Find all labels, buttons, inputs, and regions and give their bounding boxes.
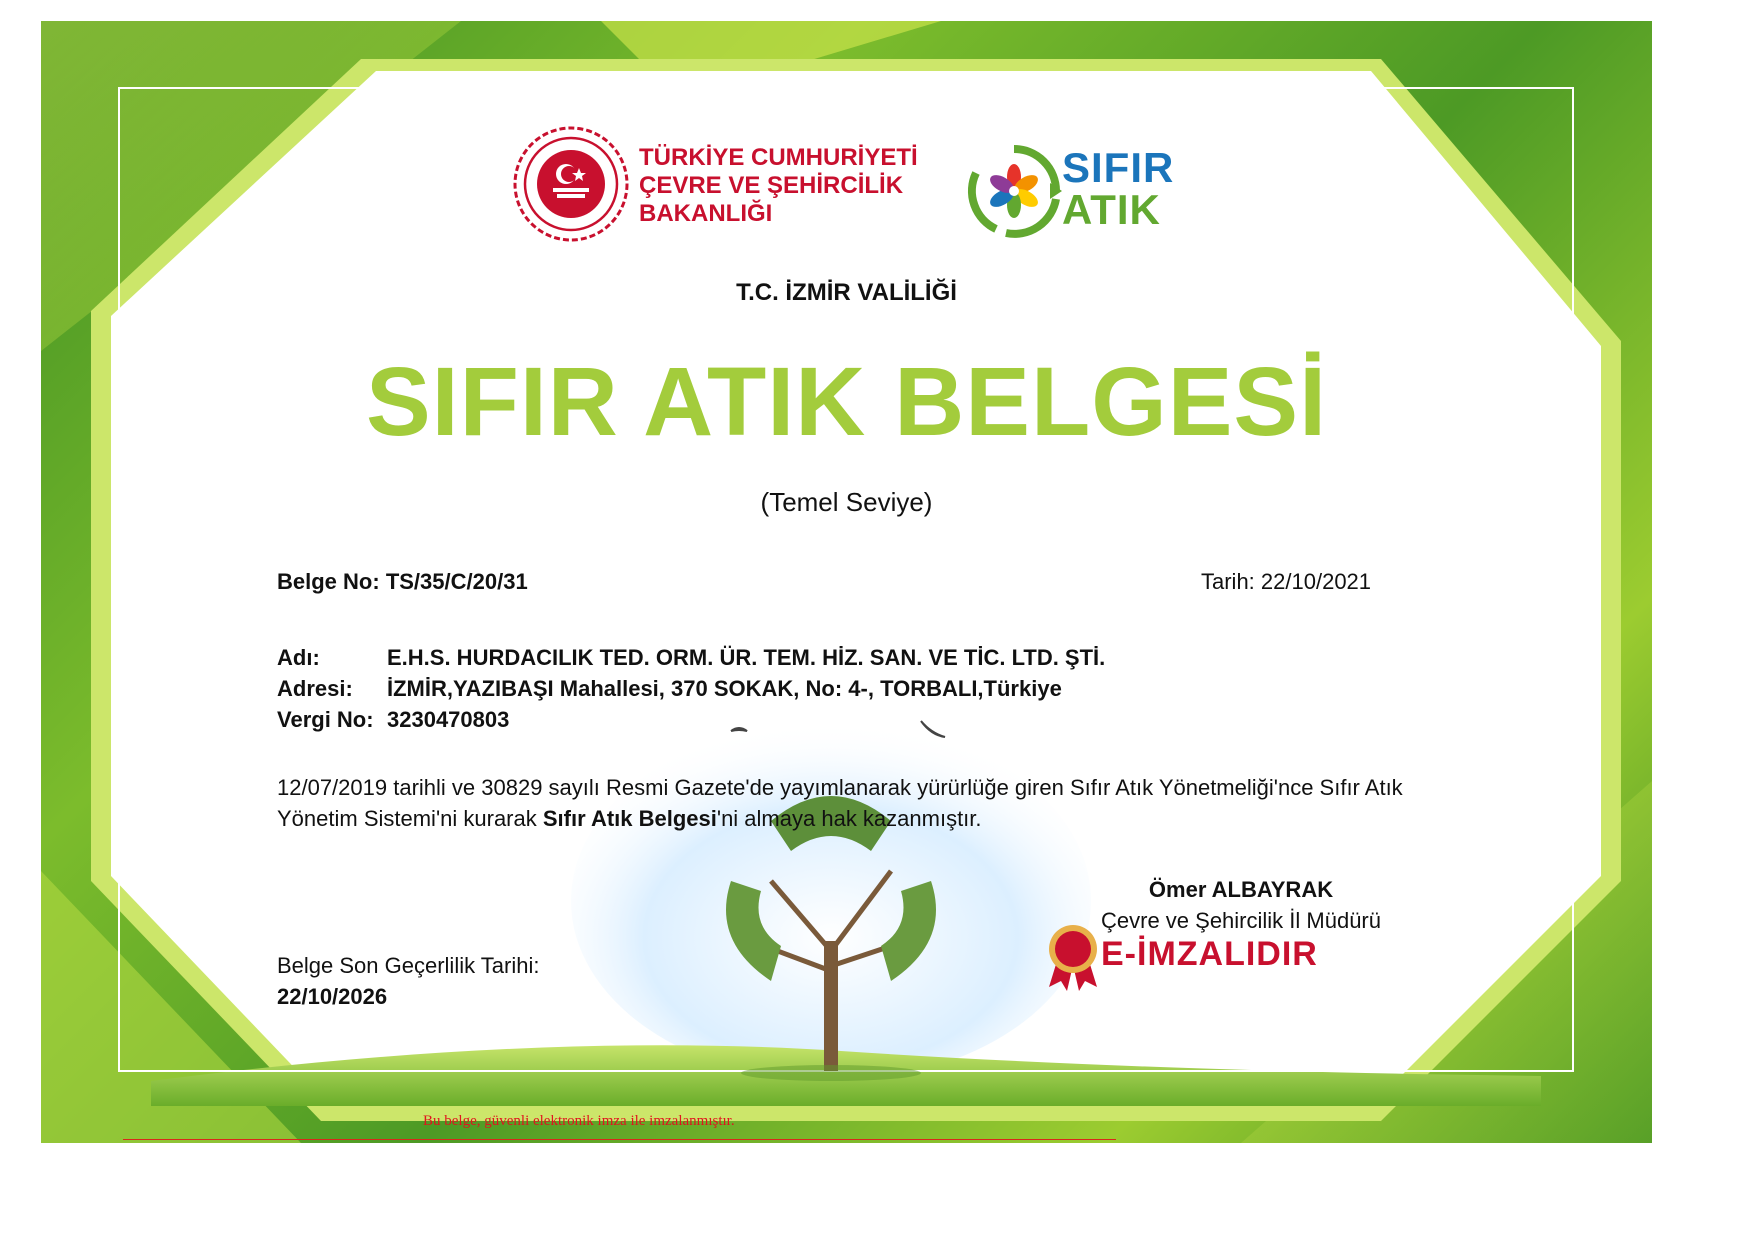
atik-word: ATIK xyxy=(1062,186,1161,233)
footer-divider xyxy=(123,1139,1116,1140)
bird-icon xyxy=(731,728,747,731)
ministry-line-2: ÇEVRE VE ŞEHİRCİLİK xyxy=(639,172,904,199)
certificate xyxy=(41,21,1652,1143)
recycle-tree-illustration xyxy=(621,711,1041,1091)
certificate-level: (Temel Seviye) xyxy=(760,487,933,517)
validity-date: 22/10/2026 xyxy=(277,984,388,1009)
signer-name: Ömer ALBAYRAK xyxy=(1148,877,1334,902)
ministry-line-3: BAKANLIĞI xyxy=(639,200,773,227)
validity-label: Belge Son Geçerlilik Tarihi: xyxy=(277,953,540,978)
e-signature-badge xyxy=(1043,921,1323,991)
issue-date xyxy=(1201,569,1371,595)
certificate-number-value: TS/35/C/20/31 xyxy=(385,569,528,594)
holder-address-value: İZMİR,YAZIBAŞI Mahallesi, 370 SOKAK, No: 4-, TORBALI,Türkiye xyxy=(387,676,1062,701)
ministry-name xyxy=(639,144,918,228)
statement-highlight: Sıfır Atık Belgesi xyxy=(542,806,717,831)
bird-icon xyxy=(921,721,945,737)
holder-tax-row xyxy=(277,707,509,733)
sifir-atik-logo xyxy=(966,139,1196,249)
holder-name-row xyxy=(277,645,1105,671)
certificate-statement xyxy=(277,772,1477,834)
certificate-number-label: Belge No: xyxy=(277,569,380,594)
recycle-flower-icon xyxy=(966,143,1062,239)
e-signature-footer-note: Bu belge, güvenli elektronik imza ile imzalanmıştır. xyxy=(423,1113,735,1129)
certificate-title: SIFIR ATIK BELGESİ xyxy=(365,347,1328,456)
issue-date-value: 22/10/2021 xyxy=(1260,569,1372,594)
ministry-logo xyxy=(511,124,921,254)
certificate-number xyxy=(277,569,528,595)
seal-ribbon-icon xyxy=(1043,921,1103,991)
signer-title: Çevre ve Şehircilik İl Müdürü xyxy=(1101,908,1381,933)
sifir-word: SIFIR xyxy=(1062,144,1175,191)
holder-address-row xyxy=(277,676,1062,702)
issuing-authority: T.C. İZMİR VALİLİĞİ xyxy=(736,279,957,306)
ministry-line-1: TÜRKİYE CUMHURİYETİ xyxy=(639,144,918,171)
e-signature-text: E-İMZALIDIR xyxy=(1101,935,1318,973)
holder-tax-value: 3230470803 xyxy=(387,707,510,732)
holder-name-label: Adı: xyxy=(277,645,320,670)
ministry-seal-icon xyxy=(511,124,631,244)
sifir-atik-wordmark xyxy=(1062,144,1175,233)
statement-text-2: 'ni almaya hak kazanmıştır. xyxy=(716,806,982,831)
holder-tax-label: Vergi No: xyxy=(277,707,374,732)
statement-text-1: 12/07/2019 tarihli ve 30829 sayılı Resmi Gazete'de yayımlanarak yürürlüğe giren Sıfır Atık Yönetmeliği'nce Sıfır Atık Yönetim Sistemi'ni kurarak xyxy=(277,775,1403,831)
holder-name-value: E.H.S. HURDACILIK TED. ORM. ÜR. TEM. HİZ. SAN. VE TİC. LTD. ŞTİ. xyxy=(387,645,1106,670)
issue-date-label: Tarih: xyxy=(1201,569,1255,594)
holder-address-label: Adresi: xyxy=(277,676,353,701)
